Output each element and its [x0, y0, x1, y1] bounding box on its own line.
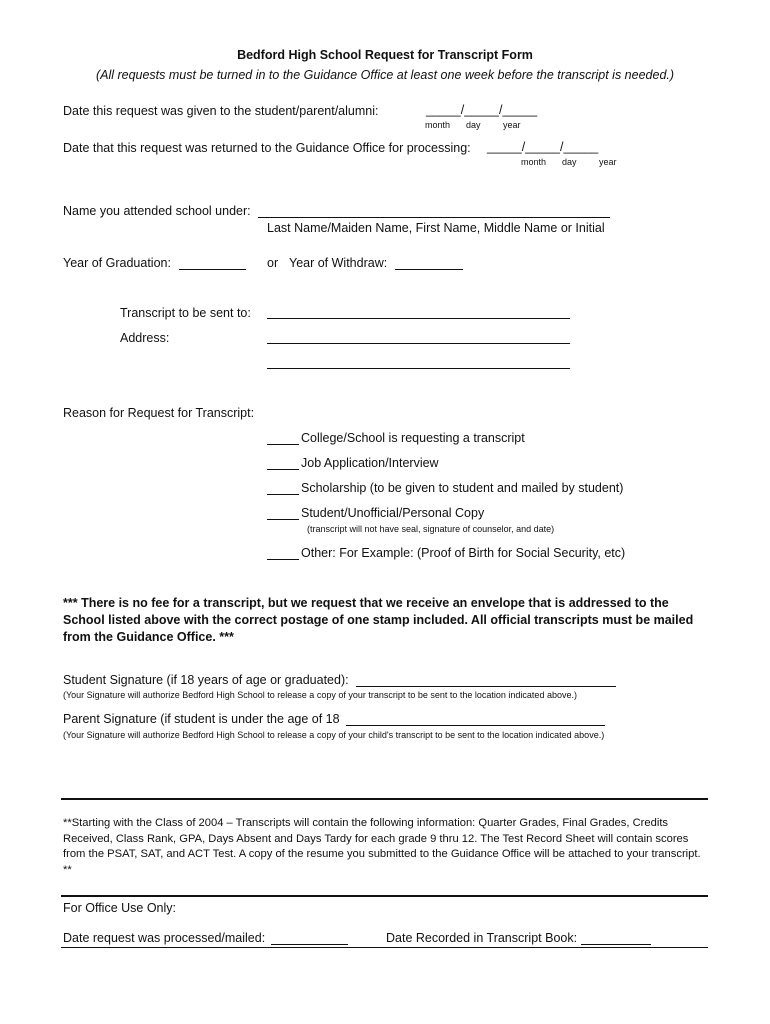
- recorded-label: Date Recorded in Transcript Book:: [386, 931, 578, 945]
- address-line-1[interactable]: [267, 343, 570, 344]
- reason-label: Reason for Request for Transcript:: [63, 406, 255, 420]
- date-given-day: day: [466, 120, 481, 130]
- class-note-top-divider: [61, 798, 708, 800]
- student-signature-line[interactable]: [356, 686, 616, 687]
- reason-job-label: Job Application/Interview: [301, 456, 439, 470]
- reason-job-blank[interactable]: [267, 469, 299, 470]
- address-label: Address:: [120, 331, 170, 345]
- date-returned-year: year: [599, 157, 617, 167]
- student-signature-label: Student Signature (if 18 years of age or graduated):: [63, 673, 349, 687]
- date-given-month: month: [425, 120, 451, 130]
- form-subtitle: (All requests must be turned in to the Guidance Office at least one week before the transcript is needed.): [95, 68, 675, 82]
- date-given-field[interactable]: _____/_____/_____: [426, 103, 538, 117]
- reason-other-blank[interactable]: [267, 559, 299, 560]
- reason-scholarship-blank[interactable]: [267, 494, 299, 495]
- address-line-2[interactable]: [267, 368, 570, 369]
- office-heading: For Office Use Only:: [63, 901, 176, 915]
- sent-to-label: Transcript to be sent to:: [120, 306, 251, 320]
- form-title: Bedford High School Request for Transcript Form: [237, 48, 533, 62]
- date-returned-label: Date that this request was returned to the Guidance Office for processing:: [63, 141, 471, 155]
- name-hint: Last Name/Maiden Name, First Name, Middle Name or Initial: [267, 221, 605, 235]
- or-label: or: [267, 256, 279, 270]
- reason-other-label: Other: For Example: (Proof of Birth for Social Security, etc): [301, 546, 626, 560]
- parent-signature-label: Parent Signature (if student is under the age of 18: [63, 712, 340, 726]
- reason-college-label: College/School is requesting a transcript: [301, 431, 525, 445]
- processed-line[interactable]: [271, 944, 348, 945]
- class-note: **Starting with the Class of 2004 – Transcripts will contain the following information: Quarter Grades, Final Grades, Credits Received, Class Rank, GPA, Days Absent and Days Tardy for each grade 9 thru 12. The Test Record Sheet will contain scores from the PSAT, SAT, and ACT Test. A copy of the resume you submitted to the Guidance Office will be attached to your transcript. **: [63, 817, 701, 876]
- student-signature-note: (Your Signature will authorize Bedford High School to release a copy of your transcript to be sent to the location indicated above.): [63, 690, 577, 700]
- recorded-line[interactable]: [581, 944, 651, 945]
- graduation-year-line[interactable]: [179, 269, 246, 270]
- date-returned-field[interactable]: _____/_____/_____: [487, 140, 599, 154]
- name-input-line[interactable]: [258, 217, 610, 218]
- fee-notice: *** There is no fee for a transcript, but we request that we receive an envelope that is addressed to the School listed above with the correct postage of one stamp included. All official transcripts must be mailed from the Guidance Office. ***: [63, 596, 694, 644]
- date-given-label: Date this request was given to the student/parent/alumni:: [63, 104, 379, 118]
- date-returned-day: day: [562, 157, 577, 167]
- parent-signature-line[interactable]: [346, 725, 605, 726]
- date-given-year: year: [503, 120, 521, 130]
- withdraw-year-label: Year of Withdraw:: [289, 256, 388, 270]
- reason-personal-note: (transcript will not have seal, signature of counselor, and date): [307, 524, 555, 534]
- office-divider: [61, 895, 708, 897]
- reason-scholarship-label: Scholarship (to be given to student and mailed by student): [301, 481, 624, 495]
- reason-personal-label: Student/Unofficial/Personal Copy: [301, 506, 485, 520]
- name-label: Name you attended school under:: [63, 204, 251, 218]
- processed-label: Date request was processed/mailed:: [63, 931, 266, 945]
- bottom-divider: [61, 947, 708, 948]
- withdraw-year-line[interactable]: [395, 269, 463, 270]
- date-returned-month: month: [521, 157, 547, 167]
- reason-personal-blank[interactable]: [267, 519, 299, 520]
- sent-to-line[interactable]: [267, 318, 570, 319]
- graduation-year-label: Year of Graduation:: [63, 256, 171, 270]
- parent-signature-note: (Your Signature will authorize Bedford High School to release a copy of your child's transcript to be sent to the location indicated above.): [63, 730, 605, 740]
- reason-college-blank[interactable]: [267, 444, 299, 445]
